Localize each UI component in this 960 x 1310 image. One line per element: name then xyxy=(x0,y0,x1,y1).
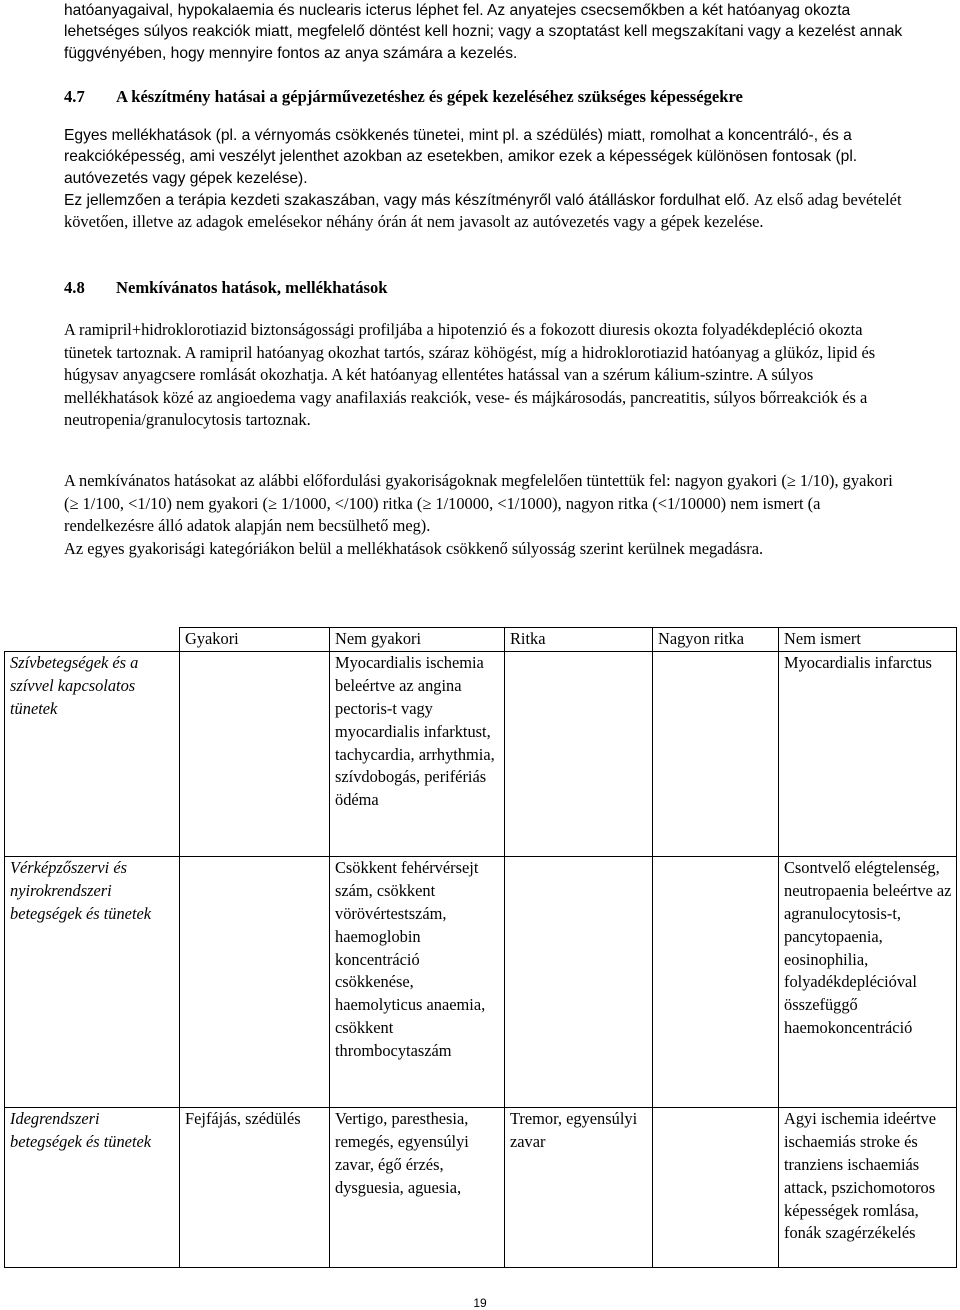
table-header-gyakori: Gyakori xyxy=(180,628,330,652)
table-cell-gyakori xyxy=(180,856,330,1107)
table-cell-system: Idegrendszeri betegségek és tünetek xyxy=(5,1107,180,1267)
frequency-paragraph: A nemkívánatos hatásokat az alábbi előfordulási gyakoriságoknak megfelelően tüntettük fel: nagyon gyakori (≥ 1/10), gyakori (≥ 1/100, <1/10) nem gyakori (≥ 1/1000, </100) ritka (≥ 1/10000, <1/1000), nagyon ritka (<1/10000) nem ismert (a rendelkezésre álló adatok alapján nem becsülhető meg). xyxy=(64,471,893,536)
table-cell-nagyon-ritka xyxy=(653,1107,779,1267)
table-cell-nem-gyakori: Myocardialis ischemia beleértve az angina pectoris-t vagy myocardialis infarktust, tachycardia, arrhythmia, szívdobogás, perifériás ödéma xyxy=(330,651,505,856)
table-cell-nem-gyakori: Csökkent fehérvérsejt szám, csökkent vörövértestszám, haemoglobin koncentráció csökkenése, haemolyticus anaemia, csökkent thrombocytaszám xyxy=(330,856,505,1107)
table-row xyxy=(5,651,957,856)
driving-effects-first-dose: Az első adag bevételét követően, illetve az adagok emelésekor néhány órán át nem javasolt az autóvezetés vagy a gépek kezelése. xyxy=(64,189,902,232)
table-row xyxy=(5,1107,957,1267)
section-title: Nemkívánatos hatások, mellékhatások xyxy=(116,278,388,297)
table-cell-gyakori: Fejfájás, szédülés xyxy=(180,1107,330,1267)
table-cell-system: Szívbetegségek és a szívvel kapcsolatos tünetek xyxy=(5,651,180,856)
table-header-nem-gyakori: Nem gyakori xyxy=(330,628,505,652)
safety-profile-sentence-2: A ramipril hatóanyag okozhat tartós, száraz köhögést, míg a hidroklorotiazid hatóanyag a glükóz, lipid és húgysav anyagcsere romlását okozhatja. xyxy=(64,342,876,385)
table-cell-system: Vérképzőszervi és nyirokrendszeri betegségek és tünetek xyxy=(5,856,180,1107)
safety-profile-sentence-1: A ramipril+hidroklorotiazid biztonságossági profiljába a hipotenzió és a fokozott diuresis okozta folyadékdepléció okozta tünetek tartoznak. xyxy=(64,320,863,362)
table-cell-ritka xyxy=(505,651,653,856)
safety-profile-sentence-3: A két hatóanyag ellentétes hatással van a szérum kálium-szintre. xyxy=(331,365,754,385)
driving-effects-continued xyxy=(64,189,904,234)
frequency-definitions xyxy=(64,470,904,560)
adverse-reactions-table xyxy=(4,627,957,1268)
table-header-row xyxy=(5,628,957,652)
section-4-7-body xyxy=(64,125,904,234)
table-header-ritka: Ritka xyxy=(505,628,653,652)
table-row xyxy=(5,856,957,1107)
safety-profile-paragraph xyxy=(64,319,904,432)
table-cell-nem-ismert: Myocardialis infarctus xyxy=(779,651,957,856)
severity-order-paragraph: Az egyes gyakorisági kategóriákon belül a mellékhatások csökkenő súlyosság szerint kerülnek megadásra. xyxy=(64,538,764,558)
section-number: 4.7 xyxy=(64,87,85,106)
table-header-nem-ismert: Nem ismert xyxy=(779,628,957,652)
safety-profile-sentence-4: A súlyos mellékhatások közé az angioedema vagy anafilaxiás reakciók, vese- és májkárosodás, pancreatitis, súlyos bőrreakciók és a neutropenia/granulocytosis tartoznak. xyxy=(64,365,868,430)
table-cell-gyakori xyxy=(180,651,330,856)
top-paragraph: hatóanyagaival, hypokalaemia és nuclearis icterus léphet fel. Az anyatejes csecsemőkben a két hatóanyag okozta lehetséges súlyos reakciók miatt, megfelelő döntést kell hozni; vagy a szoptatást kell megszakítani vagy a kezelést annak függvényében, hogy mennyire fontos az anya számára a kezelés. xyxy=(64,2,903,62)
driving-effects-paragraph: Egyes mellékhatások (pl. a vérnyomás csökkenés tünetei, mint pl. a szédülés) miatt, romolhat a koncentráló-, és a reakcióképesség, ami veszélyt jelenthet azokban az esetekben, amikor ezek a képességek különösen fontosak (pl. autóvezetés vagy gépek kezelése). xyxy=(64,127,858,187)
table-cell-nem-gyakori: Vertigo, paresthesia, remegés, egyensúlyi zavar, égő érzés, dysguesia, aguesia, xyxy=(330,1107,505,1267)
driving-effects-initial-phase: Ez jellemzően a terápia kezdeti szakaszában, vagy más készítményről való átálláskor fordulhat elő. xyxy=(64,191,750,209)
table-cell-ritka xyxy=(505,856,653,1107)
table-cell-nagyon-ritka xyxy=(653,651,779,856)
table-cell-nagyon-ritka xyxy=(653,856,779,1107)
table-cell-nem-ismert: Agyi ischemia ideértve ischaemiás stroke és tranziens ischaemiás attack, pszichomotoros képességek romlása, fonák szagérzékelés xyxy=(779,1107,957,1267)
table-header-nagyon-ritka: Nagyon ritka xyxy=(653,628,779,652)
table-header-blank xyxy=(5,628,180,652)
page-number: 19 xyxy=(473,1296,487,1310)
table-cell-ritka: Tremor, egyensúlyi zavar xyxy=(505,1107,653,1267)
section-4-7-heading xyxy=(64,86,743,108)
section-4-8-heading xyxy=(64,277,388,299)
section-number: 4.8 xyxy=(64,278,85,297)
section-title: A készítmény hatásai a gépjárművezetéshez és gépek kezeléséhez szükséges képességekre xyxy=(116,87,743,106)
table-cell-nem-ismert: Csontvelő elégtelenség, neutropaenia beleértve az agranulocytosis-t, pancytopaenia, eosinophilia, folyadékdeplécióval összefüggő haemokoncentráció xyxy=(779,856,957,1107)
